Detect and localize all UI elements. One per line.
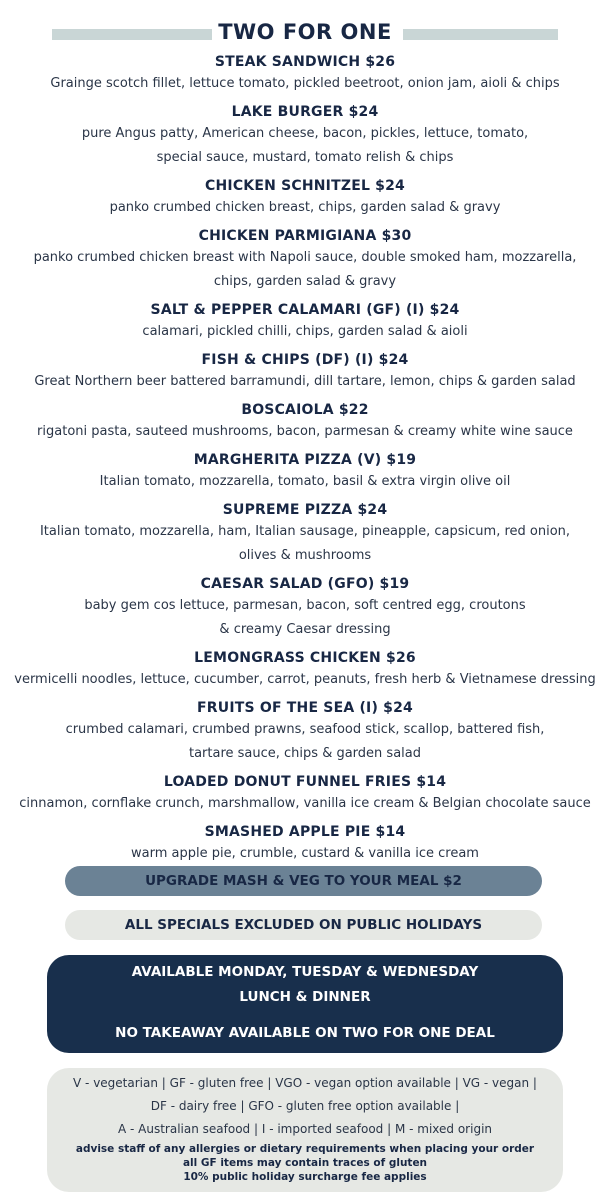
item-name: CHICKEN SCHNITZEL $24: [205, 178, 405, 194]
menu-item-salt-pepper-calamari: [0, 300, 610, 350]
item-name: SUPREME PIZZA $24: [222, 502, 388, 518]
menu-item-chicken-parmigiana: [0, 226, 610, 300]
item-description: Great Northern beer battered barramundi, dill tartare, lemon, chips & garden salad: [34, 374, 576, 389]
menu-item-chicken-schnitzel: [0, 176, 610, 226]
item-name: BOSCAIOLA $22: [241, 402, 369, 418]
availability-days: AVAILABLE MONDAY, TUESDAY & WEDNESDAY: [131, 964, 479, 980]
menu-items: [0, 52, 610, 872]
menu-item-margherita-pizza: [0, 450, 610, 500]
item-name: CAESAR SALAD (GFO) $19: [200, 576, 410, 592]
allergy-note: advise staff of any allergies or dietary requirements when placing your order: [75, 1143, 535, 1155]
legend-line-2: DF - dairy free | GFO - gluten free option available |: [150, 1099, 460, 1113]
no-takeaway-notice: NO TAKEAWAY AVAILABLE ON TWO FOR ONE DEAL: [115, 1025, 495, 1041]
menu-item-fruits-of-the-sea: [0, 698, 610, 772]
item-name: CHICKEN PARMIGIANA $30: [198, 228, 412, 244]
item-name: FISH & CHIPS (DF) (I) $24: [201, 352, 409, 368]
availability-meals: LUNCH & DINNER: [239, 989, 371, 1005]
menu-item-lake-burger: [0, 102, 610, 176]
menu-item-boscaiola: [0, 400, 610, 450]
item-description: panko crumbed chicken breast with Napoli sauce, double smoked ham, mozzarella, chips, garden salad & gravy: [33, 250, 577, 289]
item-description: calamari, pickled chilli, chips, garden salad & aioli: [142, 324, 468, 339]
header-bar-right: [403, 29, 558, 40]
menu-item-supreme-pizza: [0, 500, 610, 574]
item-name: LAKE BURGER $24: [231, 104, 379, 120]
item-description: pure Angus patty, American cheese, bacon, pickles, lettuce, tomato, special sauce, mustard, tomato relish & chips: [81, 126, 529, 165]
availability-box: [47, 955, 563, 1053]
item-description: vermicelli noodles, lettuce, cucumber, carrot, peanuts, fresh herb & Vietnamese dressing: [14, 672, 596, 687]
item-name: SALT & PEPPER CALAMARI (GF) (I) $24: [150, 302, 460, 318]
item-description: baby gem cos lettuce, parmesan, bacon, soft centred egg, croutons & creamy Caesar dressing: [84, 598, 526, 637]
upgrade-banner: UPGRADE MASH & VEG TO YOUR MEAL $2: [65, 866, 542, 896]
item-description: Italian tomato, mozzarella, ham, Italian sausage, pineapple, capsicum, red onion, olives & mushrooms: [39, 524, 571, 563]
item-description: Italian tomato, mozzarella, tomato, basil & extra virgin olive oil: [99, 474, 511, 489]
item-description: panko crumbed chicken breast, chips, garden salad & gravy: [109, 200, 501, 215]
menu-item-caesar-salad: [0, 574, 610, 648]
item-description: warm apple pie, crumble, custard & vanilla ice cream: [131, 846, 479, 861]
item-description: crumbed calamari, crumbed prawns, seafood stick, scallop, battered fish, tartare sauce, chips & garden salad: [65, 722, 545, 761]
item-name: MARGHERITA PIZZA (V) $19: [193, 452, 417, 468]
legend-line-3: A - Australian seafood | I - imported seafood | M - mixed origin: [117, 1122, 493, 1136]
legend-line-1: V - vegetarian | GF - gluten free | VGO - vegan option available | VG - vegan |: [73, 1076, 537, 1090]
menu-item-fish-and-chips: [0, 350, 610, 400]
public-holiday-banner: ALL SPECIALS EXCLUDED ON PUBLIC HOLIDAYS: [65, 910, 542, 940]
item-description: Grainge scotch fillet, lettuce tomato, pickled beetroot, onion jam, aioli & chips: [50, 76, 560, 91]
item-description: cinnamon, cornflake crunch, marshmallow, vanilla ice cream & Belgian chocolate sauce: [19, 796, 591, 811]
item-name: SMASHED APPLE PIE $14: [204, 824, 406, 840]
surcharge-note: 10% public holiday surcharge fee applies: [183, 1171, 427, 1183]
item-name: STEAK SANDWICH $26: [214, 54, 396, 70]
gluten-note: all GF items may contain traces of gluten: [182, 1157, 428, 1169]
menu-item-lemongrass-chicken: [0, 648, 610, 698]
dietary-legend: [47, 1068, 563, 1192]
menu-header: [0, 20, 610, 50]
menu-item-loaded-donut-funnel-fries: [0, 772, 610, 822]
item-description: rigatoni pasta, sauteed mushrooms, bacon, parmesan & creamy white wine sauce: [37, 424, 573, 439]
menu-item-smashed-apple-pie: [0, 822, 610, 872]
item-name: LEMONGRASS CHICKEN $26: [194, 650, 416, 666]
menu-title: TWO FOR ONE: [218, 20, 392, 44]
item-name: LOADED DONUT FUNNEL FRIES $14: [163, 774, 447, 790]
menu-item-steak-sandwich: [0, 52, 610, 102]
item-name: FRUITS OF THE SEA (I) $24: [197, 700, 413, 716]
